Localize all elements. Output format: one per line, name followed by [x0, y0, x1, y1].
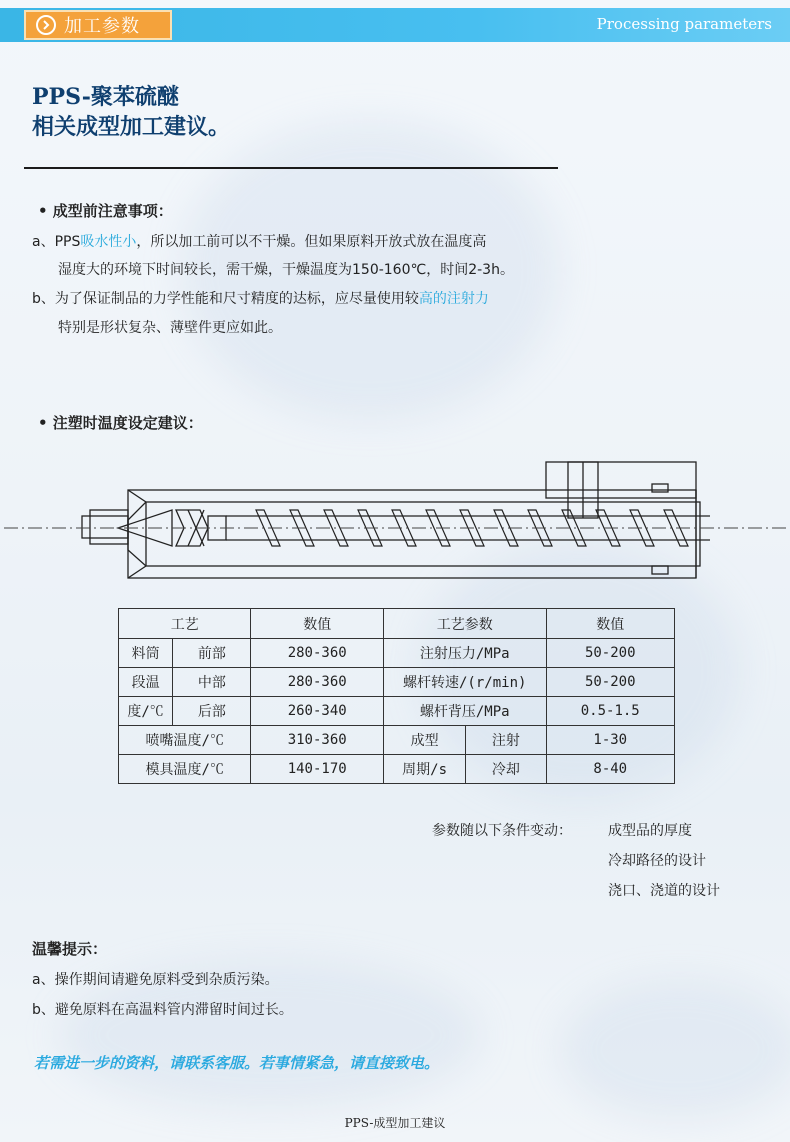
- table-row: [119, 726, 675, 755]
- table-row: [119, 697, 675, 726]
- table-row: [119, 639, 675, 668]
- note-a-rest: ，所以加工前可以不干燥。但如果原料开放式放在温度高: [136, 234, 487, 250]
- condition-item: 冷却路径的设计: [608, 853, 706, 869]
- note-b-line1: [32, 285, 489, 314]
- processing-parameters-table: [118, 608, 675, 784]
- title-line-2: 相关成型加工建议。: [32, 114, 231, 140]
- cycle-group-cell: 周期/s: [383, 755, 465, 784]
- note-b-highlight: 高的注射力: [418, 291, 489, 307]
- value-cell: 260-340: [251, 697, 383, 726]
- header-cell: 数值: [251, 609, 383, 639]
- header-right-label: Processing parameters: [596, 15, 772, 33]
- param-value-cell: 50-200: [546, 639, 675, 668]
- page-title: [32, 82, 230, 142]
- tips-heading: 温馨提示：: [32, 940, 108, 958]
- contact-notice: 若需进一步的资料，请联系客服。若事情紧急，请直接致电。: [34, 1054, 440, 1072]
- param-value-cell: 0.5-1.5: [546, 697, 675, 726]
- nozzle-value-cell: 310-360: [251, 726, 383, 755]
- conditions-label: 参数随以下条件变动：: [432, 823, 572, 839]
- page-footer: PPS-成型加工建议: [344, 1116, 446, 1130]
- temp-setting-heading: • 注塑时温度设定建议：: [38, 414, 203, 432]
- cycle-value-cell: 1-30: [546, 726, 675, 755]
- header-cell: 工艺: [119, 609, 251, 639]
- play-circle-icon: [36, 15, 56, 35]
- header-badge-label: 加工参数: [64, 16, 140, 37]
- nozzle-label-cell: 喷嘴温度/℃: [119, 726, 251, 755]
- table-header-row: [119, 609, 675, 639]
- note-b-line2: 特别是形状复杂、薄壁件更应如此。: [58, 320, 282, 336]
- barrel-group-cell: 段温: [119, 668, 173, 697]
- cycle-value-cell: 8-40: [546, 755, 675, 784]
- note-a-prefix: a、PPS: [32, 234, 81, 250]
- zone-cell: 后部: [173, 697, 251, 726]
- table-row: [119, 755, 675, 784]
- title-divider: [24, 167, 558, 169]
- param-cell: 螺杆背压/MPa: [383, 697, 546, 726]
- note-a-highlight: 吸水性小: [80, 234, 137, 250]
- mold-label-cell: 模具温度/℃: [119, 755, 251, 784]
- cycle-label-cell: 冷却: [466, 755, 546, 784]
- param-cell: 螺杆转速/(r/min): [383, 668, 546, 697]
- header-bar: [0, 8, 790, 42]
- barrel-group-cell: 料筒: [119, 639, 173, 668]
- header-badge: [24, 10, 172, 40]
- param-cell: 注射压力/MPa: [383, 639, 546, 668]
- pre-molding-heading: • 成型前注意事项：: [38, 202, 173, 220]
- condition-item: 浇口、浇道的设计: [608, 883, 720, 899]
- zone-cell: 前部: [173, 639, 251, 668]
- tip-a: a、操作期间请避免原料受到杂质污染。: [32, 972, 279, 988]
- table-row: [119, 668, 675, 697]
- header-cell: 数值: [546, 609, 675, 639]
- background-blob: [560, 980, 790, 1120]
- note-a-line1: [32, 228, 486, 257]
- title-line-1: PPS-聚苯硫醚: [32, 84, 179, 110]
- tip-b: b、避免原料在高温料管内滞留时间过长。: [32, 1002, 293, 1018]
- cycle-label-cell: 注射: [466, 726, 546, 755]
- condition-item: 成型品的厚度: [608, 823, 692, 839]
- note-a-line2: 湿度大的环境下时间较长，需干燥，干燥温度为150-160℃，时间2-3h。: [58, 262, 514, 278]
- value-cell: 280-360: [251, 639, 383, 668]
- barrel-group-cell: 度/℃: [119, 697, 173, 726]
- note-b-prefix: b、为了保证制品的力学性能和尺寸精度的达标，应尽量使用较: [32, 291, 419, 307]
- header-cell: 工艺参数: [383, 609, 546, 639]
- screw-barrel-diagram: [0, 458, 790, 588]
- param-value-cell: 50-200: [546, 668, 675, 697]
- zone-cell: 中部: [173, 668, 251, 697]
- value-cell: 280-360: [251, 668, 383, 697]
- cycle-group-cell: 成型: [383, 726, 465, 755]
- mold-value-cell: 140-170: [251, 755, 383, 784]
